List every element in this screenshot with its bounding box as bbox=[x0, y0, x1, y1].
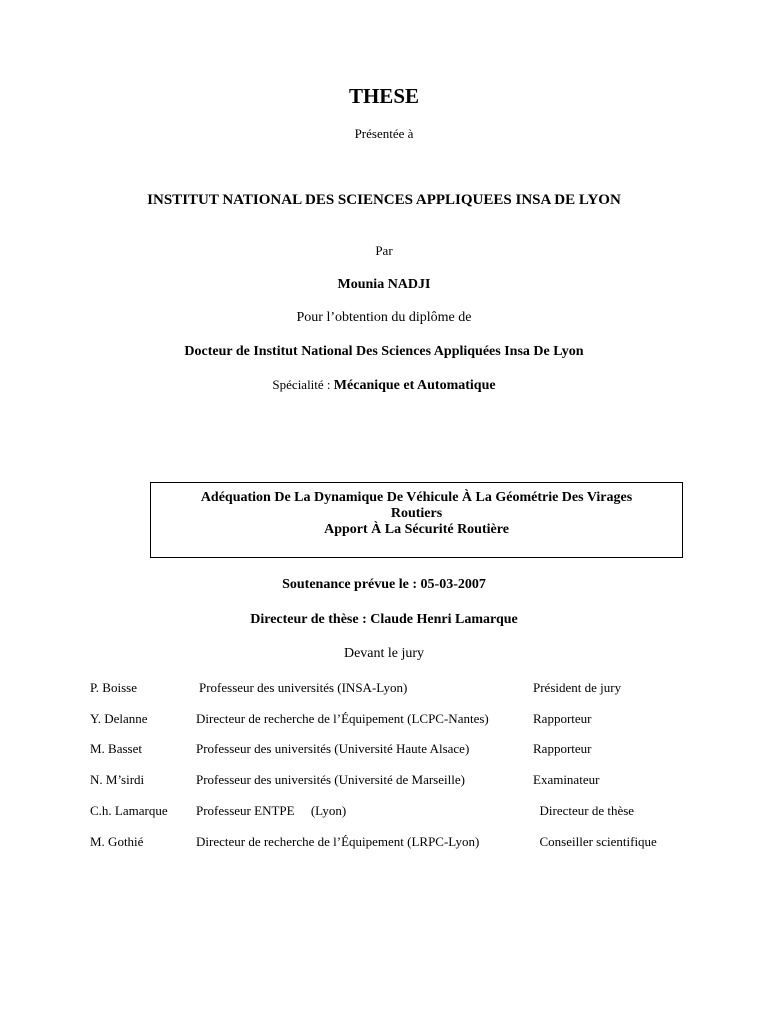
thesis-title-box bbox=[150, 482, 683, 558]
jury-member-role: Rapporteur bbox=[533, 741, 592, 756]
obtention-text: Pour l’obtention du diplôme de bbox=[296, 310, 472, 325]
defense-date: Soutenance prévue le : 05-03-2007 bbox=[282, 577, 486, 592]
jury-member-role: Président de jury bbox=[533, 680, 622, 695]
document-title: THESE bbox=[348, 84, 420, 108]
jury-member-title: Professeur des universités (Université de Marseille) bbox=[196, 772, 465, 787]
jury-row bbox=[0, 711, 768, 731]
jury-member-title: Professeur ENTPE (Lyon) bbox=[196, 803, 347, 818]
jury-member-role: Directeur de thèse bbox=[533, 803, 635, 818]
jury-row bbox=[0, 741, 768, 761]
jury-row bbox=[0, 803, 768, 823]
thesis-title-line-3: Apport À La Sécurité Routière bbox=[324, 522, 509, 537]
jury-member-name: M. Basset bbox=[90, 741, 142, 756]
jury-member-role: Conseiller scientifique bbox=[533, 834, 657, 849]
jury-row bbox=[0, 680, 768, 700]
jury-member-title: Directeur de recherche de l’Équipement (LRPC-Lyon) bbox=[196, 834, 480, 849]
jury-member-role: Rapporteur bbox=[533, 711, 592, 726]
jury-row bbox=[0, 834, 768, 854]
by-text: Par bbox=[375, 243, 393, 258]
specialty-value: Mécanique et Automatique bbox=[333, 378, 496, 393]
thesis-title-line-2: Routiers bbox=[390, 506, 443, 521]
jury-member-title: Professeur des universités (Université Haute Alsace) bbox=[196, 741, 470, 756]
jury-member-name: C.h. Lamarque bbox=[90, 803, 168, 818]
institute-name: INSTITUT NATIONAL DES SCIENCES APPLIQUEES INSA DE LYON bbox=[147, 192, 621, 208]
specialty-label: Spécialité : bbox=[272, 377, 334, 392]
jury-member-name: P. Boisse bbox=[90, 680, 137, 695]
jury-heading: Devant le jury bbox=[343, 646, 425, 661]
author-name: Mounia NADJI bbox=[337, 277, 431, 292]
degree-name: Docteur de Institut National Des Sciences Appliquées Insa De Lyon bbox=[184, 344, 584, 359]
jury-member-name: M. Gothié bbox=[90, 834, 144, 849]
thesis-director: Directeur de thèse : Claude Henri Lamarque bbox=[250, 612, 518, 627]
jury-member-title: Professeur des universités (INSA-Lyon) bbox=[199, 680, 408, 695]
jury-row bbox=[0, 772, 768, 792]
thesis-title-line-1: Adéquation De La Dynamique De Véhicule À La Géométrie Des Virages bbox=[200, 490, 633, 505]
jury-member-role: Examinateur bbox=[533, 772, 600, 787]
jury-member-title: Directeur de recherche de l’Équipement (LCPC-Nantes) bbox=[196, 711, 489, 726]
jury-member-name: Y. Delanne bbox=[90, 711, 148, 726]
jury-member-name: N. M’sirdi bbox=[90, 772, 145, 787]
specialty-line bbox=[0, 377, 768, 394]
presented-to-text: Présentée à bbox=[354, 126, 414, 141]
